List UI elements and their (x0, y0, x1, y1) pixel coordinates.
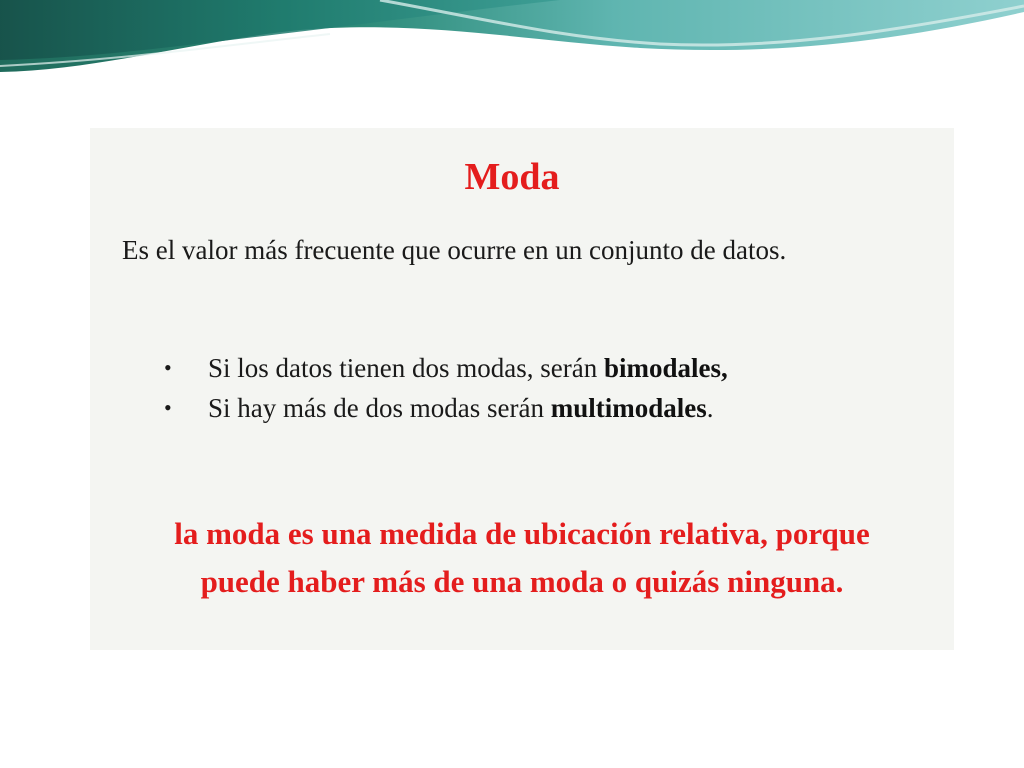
slide-title: Moda (464, 156, 560, 198)
header-wave-decoration (0, 0, 1024, 90)
highlight-note (110, 510, 934, 606)
definition-text: Es el valor más frecuente que ocurre en un conjunto de datos. (122, 235, 787, 265)
bullet-bold-term: multimodales (550, 393, 707, 423)
bullet-suffix: . (706, 393, 714, 423)
bullet-list (164, 348, 728, 428)
bullet-marker: • (164, 355, 172, 380)
bullet-item-bimodales (164, 348, 728, 388)
bullet-item-multimodales (164, 388, 728, 428)
bullet-text: Si los datos tienen dos modas, serán (208, 353, 604, 383)
note-line-1: la moda es una medida de ubicación relativa, porque (174, 516, 870, 551)
bullet-text: Si hay más de dos modas serán (208, 393, 551, 423)
bullet-bold-term: bimodales (603, 353, 721, 383)
bullet-suffix: , (721, 353, 728, 383)
note-line-2: puede haber más de una moda o quizás ninguna. (200, 564, 844, 599)
bullet-marker: • (164, 395, 172, 420)
